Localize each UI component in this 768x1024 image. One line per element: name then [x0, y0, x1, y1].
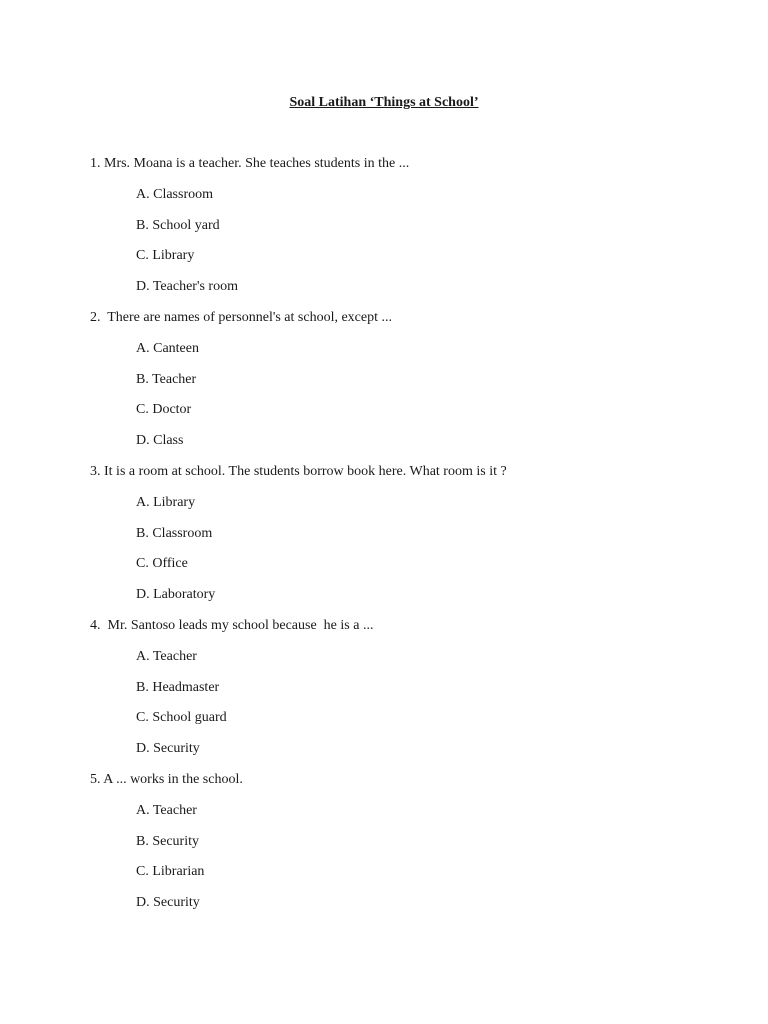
option-a: A. Teacher: [136, 648, 197, 664]
question-list: [90, 154, 730, 924]
option-b: B. Headmaster: [136, 679, 220, 695]
option-c: C. Office: [136, 556, 188, 572]
option-c: C. School guard: [136, 710, 227, 726]
option-d: D. Security: [136, 895, 200, 911]
option-b: B. Teacher: [136, 371, 197, 387]
option-c: C. Library: [136, 248, 195, 264]
option-list: [90, 647, 730, 759]
option-list: [90, 185, 730, 297]
question-4: [90, 616, 730, 759]
option-d: D. Laboratory: [136, 587, 216, 603]
question-text: 2. There are names of personnel's at school, except ...: [90, 309, 392, 325]
question-2: [90, 308, 730, 451]
document-title: Soal Latihan ‘Things at School’: [289, 95, 479, 110]
question-text: 4. Mr. Santoso leads my school because he is a ...: [90, 617, 374, 633]
option-b: B. School yard: [136, 217, 220, 233]
question-5: [90, 770, 730, 913]
question-text: 1. Mrs. Moana is a teacher. She teaches students in the ...: [90, 156, 410, 171]
option-b: B. Security: [136, 833, 199, 849]
question-1: [90, 154, 730, 297]
option-d: D. Teacher's room: [136, 279, 238, 295]
option-list: [90, 339, 730, 451]
option-a: A. Library: [136, 494, 196, 510]
question-text: 5. A ... works in the school.: [90, 771, 243, 787]
option-c: C. Doctor: [136, 402, 192, 418]
option-list: [90, 493, 730, 605]
option-a: A. Canteen: [136, 340, 199, 356]
option-b: B. Classroom: [136, 525, 213, 541]
option-d: D. Class: [136, 433, 184, 449]
option-d: D. Security: [136, 741, 200, 757]
option-list: [90, 801, 730, 913]
option-c: C. Librarian: [136, 864, 205, 880]
question-text: 3. It is a room at school. The students borrow book here. What room is it ?: [90, 463, 507, 479]
option-a: A. Classroom: [136, 186, 213, 202]
question-3: [90, 462, 730, 605]
option-a: A. Teacher: [136, 802, 197, 818]
